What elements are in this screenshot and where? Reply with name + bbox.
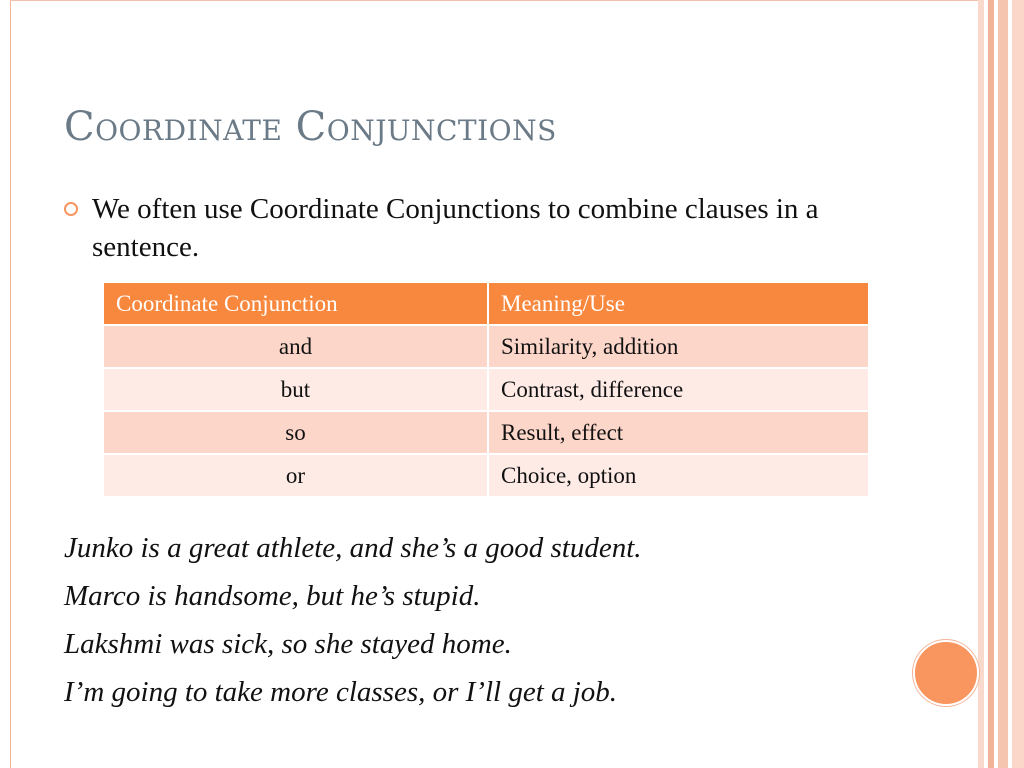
example-sentences [64,528,904,720]
slide-title: Coordinate Conjunctions [64,104,557,150]
decor-bar [1012,0,1024,768]
decor-bar [998,0,1008,768]
table-row [103,325,869,368]
bullet-circle-icon [64,202,78,216]
table-header-row [103,282,869,325]
table-row [103,411,869,454]
table-cell-conjunction: and [103,325,488,368]
table-cell-meaning: Similarity, addition [488,325,869,368]
conjunction-table [102,281,870,498]
example-sentence: Marco is handsome, but he’s stupid. [64,580,481,612]
example-sentence: Lakshmi was sick, so she stayed home. [64,628,512,660]
table-cell-meaning: Result, effect [488,411,869,454]
table-row [103,368,869,411]
right-decorative-bars [978,0,1024,768]
left-frame-border [0,0,11,768]
table-cell-meaning: Contrast, difference [488,368,869,411]
bullet-item [64,190,884,266]
decorative-circle-icon [913,640,979,706]
table-header-meaning: Meaning/Use [488,282,869,325]
bullet-text: We often use Coordinate Conjunctions to combine clauses in a sentence. [92,193,819,263]
table-cell-conjunction: or [103,454,488,497]
example-sentence: Junko is a great athlete, and she’s a good student. [64,532,642,564]
top-frame-line [10,0,980,1]
table-cell-conjunction: but [103,368,488,411]
table-cell-meaning: Choice, option [488,454,869,497]
example-sentence: I’m going to take more classes, or I’ll get a job. [64,676,618,708]
table-row [103,454,869,497]
table-header-conjunction: Coordinate Conjunction [103,282,488,325]
table-cell-conjunction: so [103,411,488,454]
